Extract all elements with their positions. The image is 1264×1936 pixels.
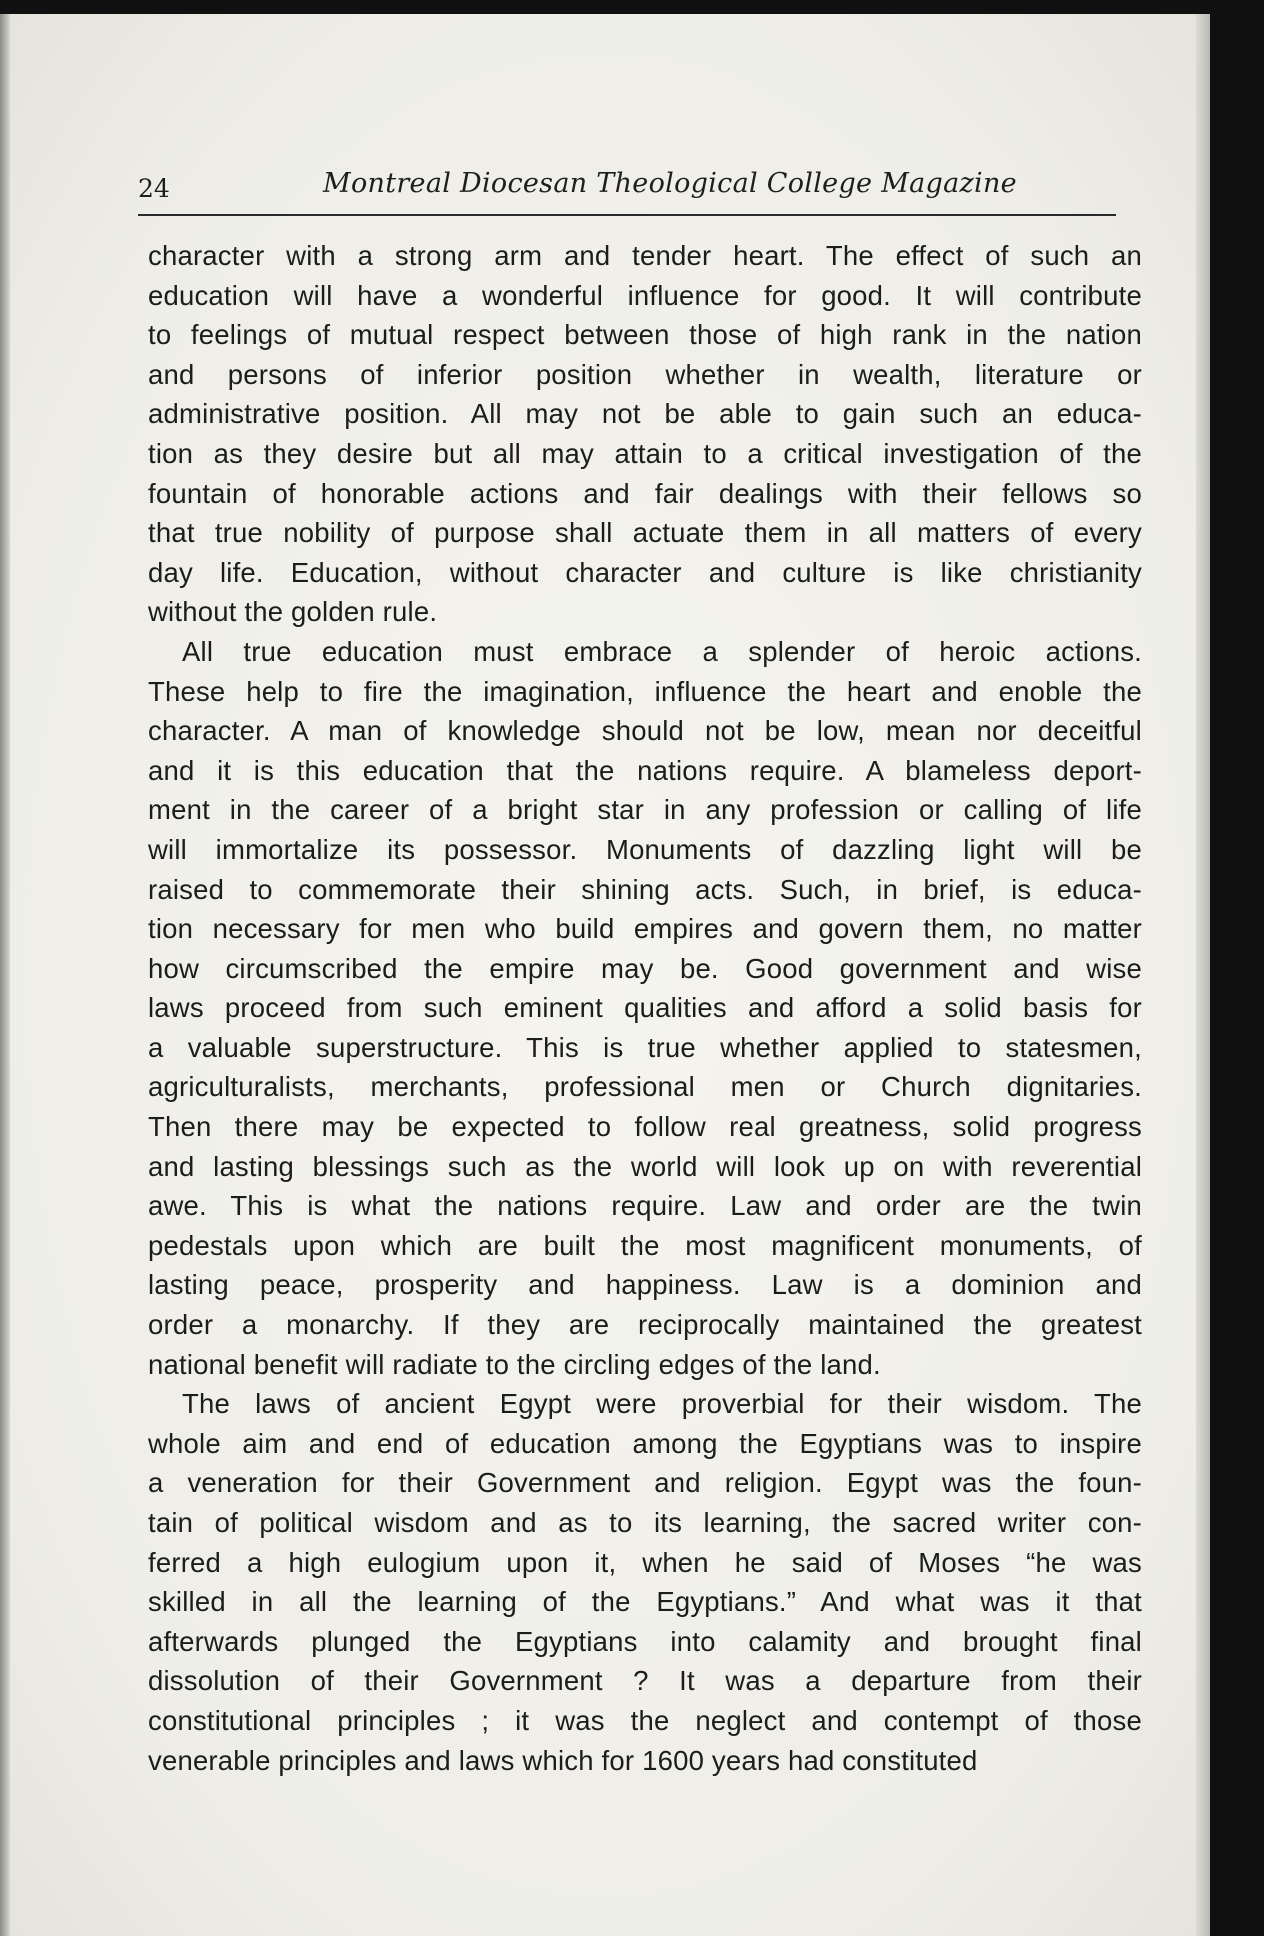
text-line: character. A man of knowledge should not be low, mean nor deceitful bbox=[148, 715, 1142, 747]
text-line: how circumscribed the empire may be. Good government and wise bbox=[148, 952, 1142, 984]
text-line: skilled in all the learning of the Egyptians.” And what was it that bbox=[148, 1586, 1142, 1618]
text-line: ferred a high eulogium upon it, when he said of Moses “he was bbox=[148, 1546, 1142, 1578]
text-line: a valuable superstructure. This is true whether applied to statesmen, bbox=[148, 1031, 1142, 1063]
text-line: These help to fire the imagination, influence the heart and enoble the bbox=[148, 675, 1142, 707]
text-line: venerable principles and laws which for 1600 years had constituted bbox=[148, 1744, 978, 1776]
text-line: education will have a wonderful influence for good. It will contribute bbox=[148, 279, 1142, 311]
running-title: Montreal Diocesan Theological College Magazine bbox=[323, 168, 1017, 199]
text-line: will immortalize its possessor. Monuments of dazzling light will be bbox=[148, 833, 1142, 865]
text-line: and it is this education that the nations require. A blameless deport- bbox=[148, 754, 1142, 786]
text-line: national benefit will radiate to the circling edges of the land. bbox=[148, 1348, 881, 1380]
text-line: without the golden rule. bbox=[148, 596, 438, 628]
text-line: dissolution of their Government ? It was a departure from their bbox=[148, 1665, 1142, 1697]
text-line: Then there may be expected to follow real greatness, solid progress bbox=[148, 1111, 1142, 1143]
text-line: tain of political wisdom and as to its learning, the sacred writer con- bbox=[148, 1507, 1142, 1538]
text-line: character with a strong arm and tender heart. The effect of such an bbox=[148, 240, 1142, 271]
text-line: The laws of ancient Egypt were proverbial for their wisdom. The bbox=[182, 1388, 1142, 1420]
paragraph bbox=[148, 632, 1142, 1384]
page-number: 24 bbox=[138, 174, 170, 203]
text-line: afterwards plunged the Egyptians into calamity and brought final bbox=[148, 1625, 1142, 1657]
text-line: day life. Education, without character and culture is like christianity bbox=[148, 556, 1142, 588]
text-line: ment in the career of a bright star in any profession or calling of life bbox=[148, 794, 1142, 826]
text-line: laws proceed from such eminent qualities and afford a solid basis for bbox=[148, 992, 1142, 1024]
text-line: fountain of honorable actions and fair dealings with their fellows so bbox=[148, 477, 1142, 509]
text-line: whole aim and end of education among the Egyptians was to inspire bbox=[148, 1427, 1142, 1459]
text-line: constitutional principles ; it was the neglect and contempt of those bbox=[148, 1704, 1142, 1736]
text-line: awe. This is what the nations require. Law and order are the twin bbox=[148, 1190, 1142, 1222]
paragraph bbox=[148, 236, 1142, 632]
text-line: administrative position. All may not be able to gain such an educa- bbox=[148, 398, 1142, 430]
text-line: lasting peace, prosperity and happiness. Law is a dominion and bbox=[148, 1269, 1142, 1301]
text-line: and persons of inferior position whether in wealth, literature or bbox=[148, 358, 1142, 390]
page-gutter-shadow bbox=[0, 14, 10, 1936]
text-line: tion necessary for men who build empires and govern them, no matter bbox=[148, 913, 1142, 945]
text-line: agriculturalists, merchants, professional men or Church dignitaries. bbox=[148, 1071, 1142, 1103]
text-line: tion as they desire but all may attain to a critical investigation of the bbox=[148, 437, 1142, 469]
text-line: pedestals upon which are built the most magnificent monuments, of bbox=[148, 1229, 1142, 1261]
text-line: All true education must embrace a splender of heroic actions. bbox=[182, 635, 1142, 667]
text-line: and lasting blessings such as the world will look up on with reverential bbox=[148, 1150, 1142, 1182]
text-line: a veneration for their Government and religion. Egypt was the foun- bbox=[148, 1467, 1142, 1499]
article-body bbox=[148, 236, 1142, 1780]
header-rule bbox=[138, 214, 1116, 216]
page-edge-shadow bbox=[1196, 14, 1210, 1936]
text-line: to feelings of mutual respect between those of high rank in the nation bbox=[148, 319, 1142, 351]
page-header bbox=[138, 160, 1118, 220]
text-line: that true nobility of purpose shall actuate them in all matters of every bbox=[148, 517, 1142, 549]
text-line: order a monarchy. If they are reciprocally maintained the greatest bbox=[148, 1309, 1142, 1341]
paragraph bbox=[148, 1384, 1142, 1780]
text-line: raised to commemorate their shining acts. Such, in brief, is educa- bbox=[148, 873, 1142, 905]
